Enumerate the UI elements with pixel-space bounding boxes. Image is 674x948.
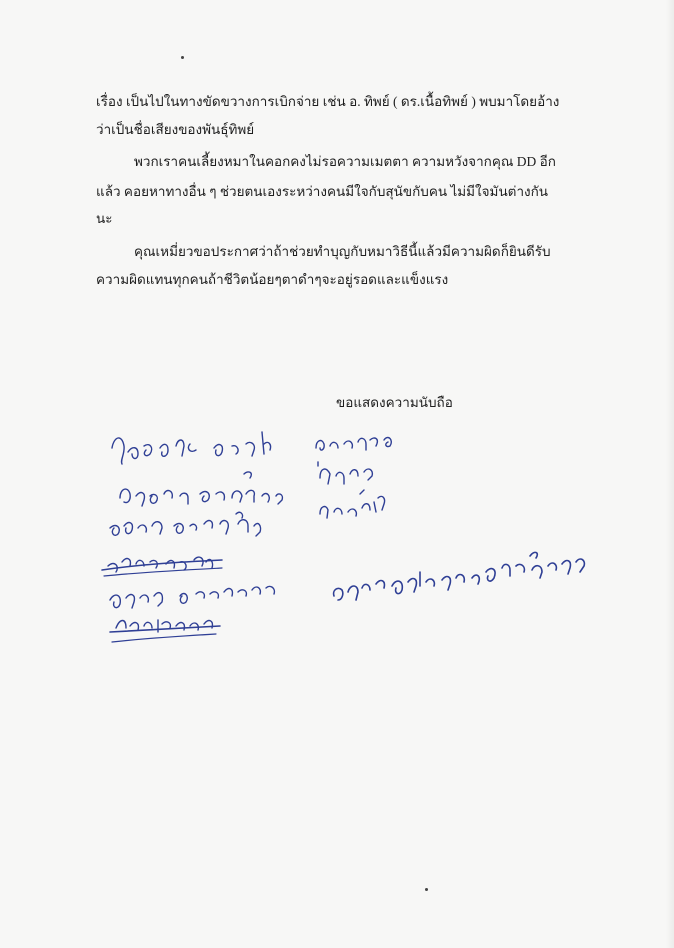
body-line-4: แล้ว คอยหาทางอื่น ๆ ช่วยตนเองระหว่างคนมีใจกับสุนัขกับคน ไม่มีใจมันต่างกัน	[96, 184, 549, 199]
closing-salutation: ขอแสดงความนับถือ	[336, 395, 453, 410]
signature-left-3	[110, 512, 261, 536]
body-line-5: นะ	[96, 211, 113, 226]
body-line-2: ว่าเป็นชื่อเสียงของพันธุ์ทิพย์	[96, 122, 255, 137]
signature-left-6-struck	[110, 620, 220, 642]
signature-middle-2	[318, 462, 372, 484]
signature-left-1	[112, 432, 271, 464]
signature-middle-3	[320, 490, 385, 518]
body-line-7: ความผิดแทนทุกคนถ้าชีวิตน้อยๆตาดำๆจะอยู่รอดและแข็งแรง	[96, 272, 449, 287]
body-line-3: พวกเราคนเลี้ยงหมาในคอกคงไม่รอความเมตตา ความหวังจากคุณ DD อีก	[134, 154, 556, 169]
body-line-6: คุณเหมี่ยวขอประกาศว่าถ้าช่วยทำบุญกับหมาวิธีนี้แล้วมีความผิดก็ยินดีรับ	[134, 244, 551, 259]
body-line-1: เรื่อง เป็นไปในทางขัดขวางการเบิกจ่าย เช่น อ. ทิพย์ ( ดร.เนื้อทิพย์ ) พบมาโดยอ้าง	[96, 94, 560, 109]
signature-left-4-struck	[102, 557, 222, 576]
signature-middle-1	[316, 438, 391, 451]
signature-left-2	[120, 472, 282, 506]
signature-long	[334, 552, 585, 600]
signature-left-5	[110, 586, 274, 608]
